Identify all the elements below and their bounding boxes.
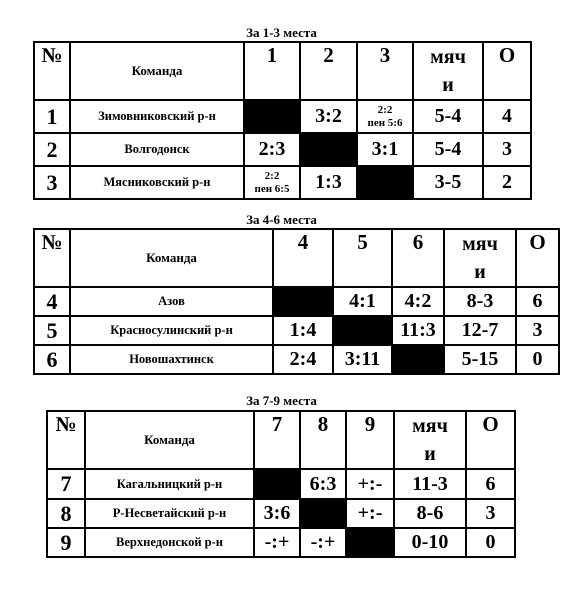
- team-name-cell: Р-Несветайский р-н: [85, 499, 254, 528]
- goals-cell: 8-6: [394, 499, 466, 528]
- score-cell: -:+: [300, 528, 346, 557]
- goals-cell: 0-10: [394, 528, 466, 557]
- group-1-caption: За 1-3 места: [246, 25, 317, 40]
- place-cell: 4: [34, 287, 70, 316]
- points-cell: 4: [483, 100, 531, 133]
- self-match-cell: [244, 100, 300, 133]
- score-cell: 3:11: [333, 345, 392, 374]
- points-cell: 3: [483, 133, 531, 166]
- col-header-points: О: [483, 42, 531, 100]
- col-header-4: 4: [273, 229, 333, 287]
- col-header-7: 7: [254, 411, 300, 469]
- col-header-8: 8: [300, 411, 346, 469]
- points-cell: 0: [466, 528, 515, 557]
- group-3-table: [46, 410, 516, 558]
- score-cell: +:-: [346, 469, 394, 499]
- score-main: 2:2: [377, 103, 393, 116]
- col-header-points: О: [516, 229, 559, 287]
- goals-header-line1: мяч: [462, 233, 498, 255]
- team-name-cell: Мясниковский р-н: [70, 166, 244, 199]
- goals-cell: 5-15: [444, 345, 516, 374]
- score-cell: +:-: [346, 499, 394, 528]
- score-cell: 2:4: [273, 345, 333, 374]
- score-cell: 11:3: [392, 316, 444, 345]
- place-cell: 5: [34, 316, 70, 345]
- team-name-cell: Кагальницкий р-н: [85, 469, 254, 499]
- score-cell: 4:2: [392, 287, 444, 316]
- self-match-cell: [300, 499, 346, 528]
- self-match-cell: [333, 316, 392, 345]
- table-row: [34, 345, 559, 374]
- place-cell: 8: [47, 499, 85, 528]
- group-1-table: [33, 41, 532, 200]
- table-row: [47, 499, 515, 528]
- col-header-1: 1: [244, 42, 300, 100]
- goals-header-line2: и: [474, 261, 486, 283]
- table-row: [47, 528, 515, 557]
- score-cell: [244, 166, 300, 199]
- score-main: 2:2: [264, 169, 280, 182]
- points-cell: 2: [483, 166, 531, 199]
- goals-cell: 8-3: [444, 287, 516, 316]
- score-cell: 1:3: [300, 166, 357, 199]
- goals-cell: 11-3: [394, 469, 466, 499]
- score-cell: -:+: [254, 528, 300, 557]
- goals-header-line1: мяч: [430, 46, 466, 68]
- score-penalty: пен 6:5: [254, 182, 290, 195]
- self-match-cell: [392, 345, 444, 374]
- col-header-points: О: [466, 411, 515, 469]
- place-cell: 3: [34, 166, 70, 199]
- col-header-5: 5: [333, 229, 392, 287]
- score-cell: 4:1: [333, 287, 392, 316]
- col-header-2: 2: [300, 42, 357, 100]
- score-cell: [357, 100, 413, 133]
- team-name-cell: Красносулинский р-н: [70, 316, 273, 345]
- team-name-cell: Волгодонск: [70, 133, 244, 166]
- col-header-no: №: [47, 411, 85, 469]
- col-header-3: 3: [357, 42, 413, 100]
- score-cell: 1:4: [273, 316, 333, 345]
- goals-header-line1: мяч: [412, 415, 448, 437]
- self-match-cell: [346, 528, 394, 557]
- goals-cell: 3-5: [413, 166, 483, 199]
- points-cell: 3: [516, 316, 559, 345]
- team-name-cell: Новошахтинск: [70, 345, 273, 374]
- place-cell: 1: [34, 100, 70, 133]
- place-cell: 6: [34, 345, 70, 374]
- table-row: [34, 287, 559, 316]
- header-row: [47, 411, 515, 469]
- col-header-goals: [444, 229, 516, 287]
- self-match-cell: [273, 287, 333, 316]
- points-cell: 6: [466, 469, 515, 499]
- header-row: [34, 229, 559, 287]
- goals-header-line2: и: [442, 74, 454, 96]
- self-match-cell: [357, 166, 413, 199]
- score-cell: 2:3: [244, 133, 300, 166]
- place-cell: 7: [47, 469, 85, 499]
- team-name-cell: Азов: [70, 287, 273, 316]
- table-row: [47, 469, 515, 499]
- col-header-team: Команда: [70, 42, 244, 100]
- col-header-no: №: [34, 42, 70, 100]
- group-2-caption: За 4-6 места: [246, 212, 317, 227]
- goals-cell: 12-7: [444, 316, 516, 345]
- score-cell: 3:6: [254, 499, 300, 528]
- points-cell: 3: [466, 499, 515, 528]
- header-row: [34, 42, 531, 100]
- col-header-no: №: [34, 229, 70, 287]
- score-cell: 3:1: [357, 133, 413, 166]
- place-cell: 9: [47, 528, 85, 557]
- self-match-cell: [254, 469, 300, 499]
- table-row: [34, 166, 531, 199]
- team-name-cell: Верхнедонской р-н: [85, 528, 254, 557]
- table-row: [34, 133, 531, 166]
- table-row: [34, 100, 531, 133]
- team-name-cell: Зимовниковский р-н: [70, 100, 244, 133]
- place-cell: 2: [34, 133, 70, 166]
- group-2-table: [33, 228, 560, 375]
- goals-header-line2: и: [424, 443, 436, 465]
- col-header-goals: [394, 411, 466, 469]
- score-penalty: пен 5:6: [367, 116, 403, 129]
- points-cell: 6: [516, 287, 559, 316]
- col-header-9: 9: [346, 411, 394, 469]
- col-header-team: Команда: [85, 411, 254, 469]
- group-3-caption: За 7-9 места: [246, 393, 317, 408]
- goals-cell: 5-4: [413, 100, 483, 133]
- col-header-goals: [413, 42, 483, 100]
- score-cell: 3:2: [300, 100, 357, 133]
- self-match-cell: [300, 133, 357, 166]
- table-row: [34, 316, 559, 345]
- points-cell: 0: [516, 345, 559, 374]
- col-header-team: Команда: [70, 229, 273, 287]
- goals-cell: 5-4: [413, 133, 483, 166]
- score-cell: 6:3: [300, 469, 346, 499]
- col-header-6: 6: [392, 229, 444, 287]
